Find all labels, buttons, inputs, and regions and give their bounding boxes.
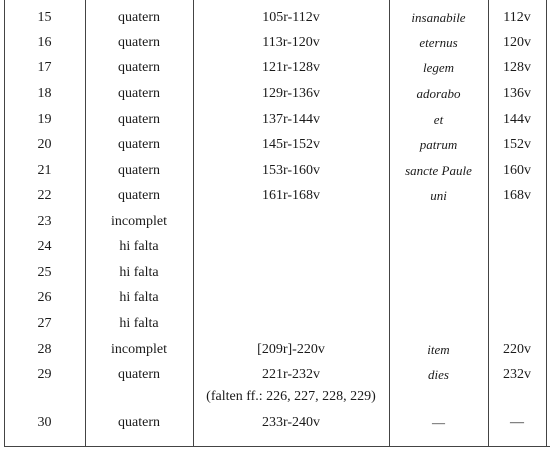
end-folio: 152v [503,137,531,152]
table-row [0,260,550,285]
quire-number: 16 [37,35,52,50]
table-row [0,183,550,208]
folio-range: 233r-240v [261,415,321,430]
end-folio: 220v [503,342,531,357]
quire-number: 22 [37,188,52,203]
quire-type: quatern [118,137,160,152]
end-folio: 232v [503,367,531,382]
table-row [0,337,550,362]
quire-number: 19 [37,112,52,127]
quire-number: 21 [37,163,52,178]
folio-range: 221r-232v [261,367,321,382]
catchword: sancte Paule [405,163,472,178]
catchword [389,209,488,234]
end-folio [488,285,546,310]
folio-range [193,260,389,285]
folio-range [193,285,389,310]
quire-number: 29 [37,367,52,382]
folio-range: 113r-120v [262,35,320,50]
quire-type: hi falta [119,265,159,280]
quire-type: quatern [118,35,160,50]
rule-bottom [4,446,550,447]
folio-range: [209r]-220v [257,342,325,357]
quire-type: incomplet [111,214,167,229]
quire-number: 23 [37,214,52,229]
end-folio [488,260,546,285]
end-folio: 168v [503,188,531,203]
end-folio [488,234,546,259]
quire-number: 25 [37,265,52,280]
catchword: et [433,112,444,127]
table-row [0,209,550,234]
folio-range [193,311,389,336]
quire-number: 28 [37,342,52,357]
quire-type: hi falta [119,290,159,305]
table-row [0,234,550,259]
folio-range [193,209,389,234]
catchword [389,234,488,259]
quire-number: 18 [37,86,52,101]
catchword [389,260,488,285]
catchword: eternus [419,35,458,50]
folio-range [193,234,389,259]
catchword: dies [428,367,449,382]
catchword: adorabo [416,86,461,101]
end-folio: 136v [503,86,531,101]
catchword: legem [422,60,455,75]
quire-number: 26 [37,290,52,305]
catchword: — [432,415,445,430]
quire-number: 17 [37,60,52,75]
table-row [0,30,550,55]
folio-range: 129r-136v [261,86,321,101]
quire-type: quatern [118,60,160,75]
quire-type: quatern [118,415,160,430]
quire-type: hi falta [119,239,159,254]
quire-type: incomplet [111,342,167,357]
quire-number: 20 [37,137,52,152]
table-row [0,362,550,387]
table-row [0,410,550,435]
table-row [0,132,550,157]
folio-range: 161r-168v [261,188,321,203]
end-folio: — [510,415,524,430]
table-row [0,81,550,106]
table-row [0,158,550,183]
quire-type: quatern [118,163,160,178]
folio-range: 145r-152v [261,137,321,152]
end-folio: 112v [503,10,531,25]
catchword: uni [430,188,447,203]
table-row [0,55,550,80]
end-folio: 160v [503,163,531,178]
quire-number: 27 [37,316,52,331]
folio-range: 153r-160v [261,163,321,178]
quire-number: 15 [37,10,52,25]
quire-type: quatern [118,112,160,127]
quire-type: hi falta [119,316,159,331]
quire-type: quatern [118,188,160,203]
table-row [0,285,550,310]
catchword [389,311,488,336]
catchword: patrum [419,137,458,152]
quire-number: 24 [37,239,52,254]
folio-range: 105r-112v [262,10,320,25]
end-folio: 144v [503,112,531,127]
quire-type: quatern [118,10,160,25]
quire-type: quatern [118,86,160,101]
end-folio [488,209,546,234]
catchword: insanabile [411,10,466,25]
end-folio: 128v [503,60,531,75]
end-folio [488,311,546,336]
folio-range: 137r-144v [261,112,321,127]
table-row [0,5,550,30]
table-row [0,311,550,336]
end-folio: 120v [503,35,531,50]
missing-folios-note: (falten ff.: 226, 227, 228, 229) [206,389,376,404]
quire-type: quatern [118,367,160,382]
catchword [389,285,488,310]
table-row [0,107,550,132]
quire-number: 30 [37,415,52,430]
catchword: item [427,342,450,357]
folio-range: 121r-128v [261,60,321,75]
